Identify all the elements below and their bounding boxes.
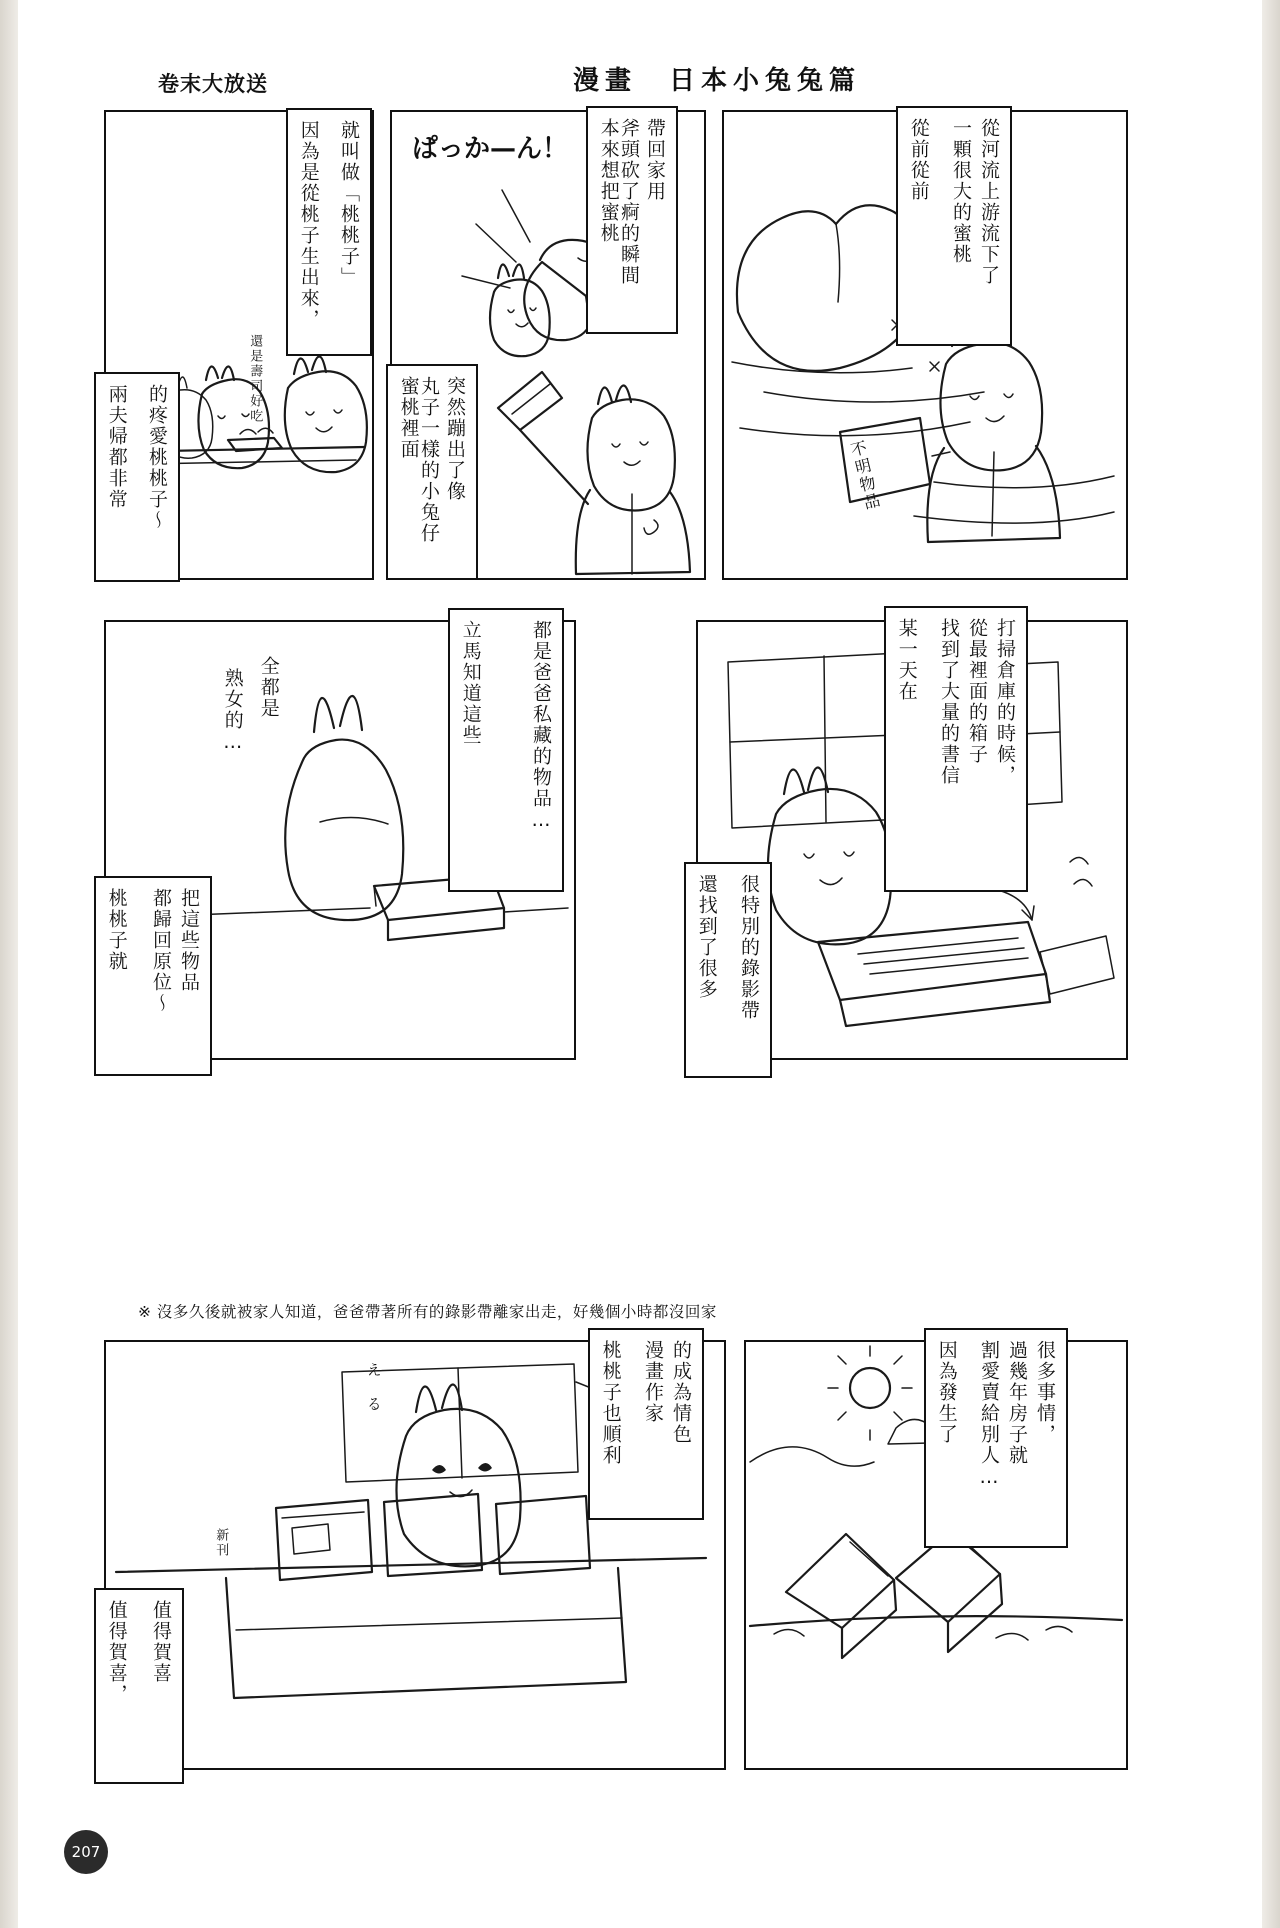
panel-1-sign-text: 不明物品	[846, 438, 883, 514]
panel-6-banner-label	[364, 1362, 383, 1413]
panel-7-text-3: 過幾年房子就	[1006, 1340, 1028, 1466]
panel-4-text-2: 打掃倉庫的時候，	[994, 618, 1016, 786]
panel-4-caption-1	[884, 606, 1028, 892]
panel-5-text-7: 都歸回原位～	[150, 888, 172, 1014]
page-title: 漫畫 日本小兔兔篇	[573, 66, 862, 96]
panel-3	[104, 110, 374, 580]
panel-5-text-1: 立馬知道這些	[459, 620, 482, 746]
panel-4-text-4: 找到了大量的書信	[938, 618, 960, 786]
panel-6-caption-1	[588, 1328, 704, 1520]
panel-2-text-4: 蜜桃裡面	[397, 376, 420, 460]
panel-5-text-6: 把這些物品	[178, 888, 200, 993]
panel-5-thought-1	[256, 656, 280, 719]
panel-3-caption-2	[94, 372, 180, 582]
panel-4-text-1: 某一天在	[895, 618, 918, 702]
panel-2-text-6: 丸子一樣的小兔仔	[418, 376, 440, 544]
panel-3-caption-1	[286, 108, 372, 356]
panel-6-text-4: 值得賀喜，	[105, 1600, 128, 1705]
panel-6-shelf-label	[212, 1528, 228, 1558]
panel-3-text-4: 的疼愛桃桃子～	[146, 384, 168, 531]
footnote: ※ 沒多久後就被家人知道，爸爸帶著所有的錄影帶離家出走，好幾個小時都沒回家	[138, 1303, 717, 1321]
panel-5-text-5: 桃桃子就	[105, 888, 128, 972]
panel-2-caption-1	[586, 106, 678, 334]
panel-5-text-3: 全都是	[257, 656, 280, 719]
panel-5-caption-1	[448, 608, 564, 892]
panel-1-text-3: 一顆很大的蜜桃	[950, 118, 972, 265]
panel-1-caption-1	[896, 106, 1012, 346]
panel-5-thought-2	[220, 668, 244, 755]
panel-4	[696, 620, 1128, 1060]
panel-7-text-4: 割愛賣給別人…	[978, 1340, 1000, 1490]
panel-7	[744, 1340, 1128, 1770]
panel-1	[722, 110, 1128, 580]
page-number: 207	[64, 1830, 108, 1874]
panel-1-text-1: 從前從前	[907, 118, 930, 202]
panel-3-text-1: 因為是從桃子生出來，	[297, 120, 320, 330]
page-edge-left	[0, 0, 18, 1928]
panel-4-text-6: 很特別的錄影帶	[738, 874, 760, 1021]
panel-3-text-5: 還是壽司好吃	[247, 334, 263, 424]
panel-4-text-3: 從最裡面的箱子	[966, 618, 988, 765]
panel-2-caption-2	[386, 364, 478, 580]
panel-6-text-2: 的成為情色	[670, 1340, 692, 1445]
panel-6-text-6: 新刊	[213, 1528, 229, 1558]
panel-2-text-1: 本來想把蜜桃	[597, 118, 620, 244]
panel-2-text-5: 突然蹦出了像	[444, 376, 466, 502]
panel-5-text-4: 熟女的…	[221, 668, 244, 755]
panel-2-sfx: ぱっか—ん！	[412, 134, 569, 164]
panel-7-caption-1	[924, 1328, 1068, 1548]
panel-2	[390, 110, 706, 580]
page-edge-right	[1262, 0, 1280, 1928]
comic-page	[18, 0, 1262, 1928]
panel-2-text-3: 斧頭砍了痾的瞬間	[618, 118, 640, 286]
panel-3-text-2: 就叫做「桃桃子」	[338, 120, 360, 288]
panel-4-caption-2	[684, 862, 772, 1078]
panel-5	[104, 620, 576, 1060]
panel-5-text-2: 都是爸爸私藏的物品…	[530, 620, 552, 833]
panel-2-text-2: 帶回家用	[644, 118, 666, 202]
panel-6-text-7: え る	[364, 1362, 383, 1413]
panel-3-text-3: 兩夫帰都非常	[105, 384, 128, 510]
page-header-left: 卷末大放送	[158, 72, 268, 96]
panel-6-text-3: 漫畫作家	[642, 1340, 664, 1424]
panel-1-text-2: 從河流上游流下了	[978, 118, 1000, 286]
panel-6	[104, 1340, 726, 1770]
panel-5-caption-2	[94, 876, 212, 1076]
panel-6-text-1: 桃桃子也順利	[599, 1340, 622, 1466]
panel-4-text-5: 還找到了很多	[695, 874, 718, 1000]
panel-7-text-2: 很多事情，	[1034, 1340, 1056, 1445]
panel-3-sushi-line	[246, 334, 262, 424]
panel-6-text-5: 值得賀喜	[150, 1600, 172, 1684]
panel-7-text-1: 因為發生了	[935, 1340, 958, 1445]
panel-6-caption-2	[94, 1588, 184, 1784]
